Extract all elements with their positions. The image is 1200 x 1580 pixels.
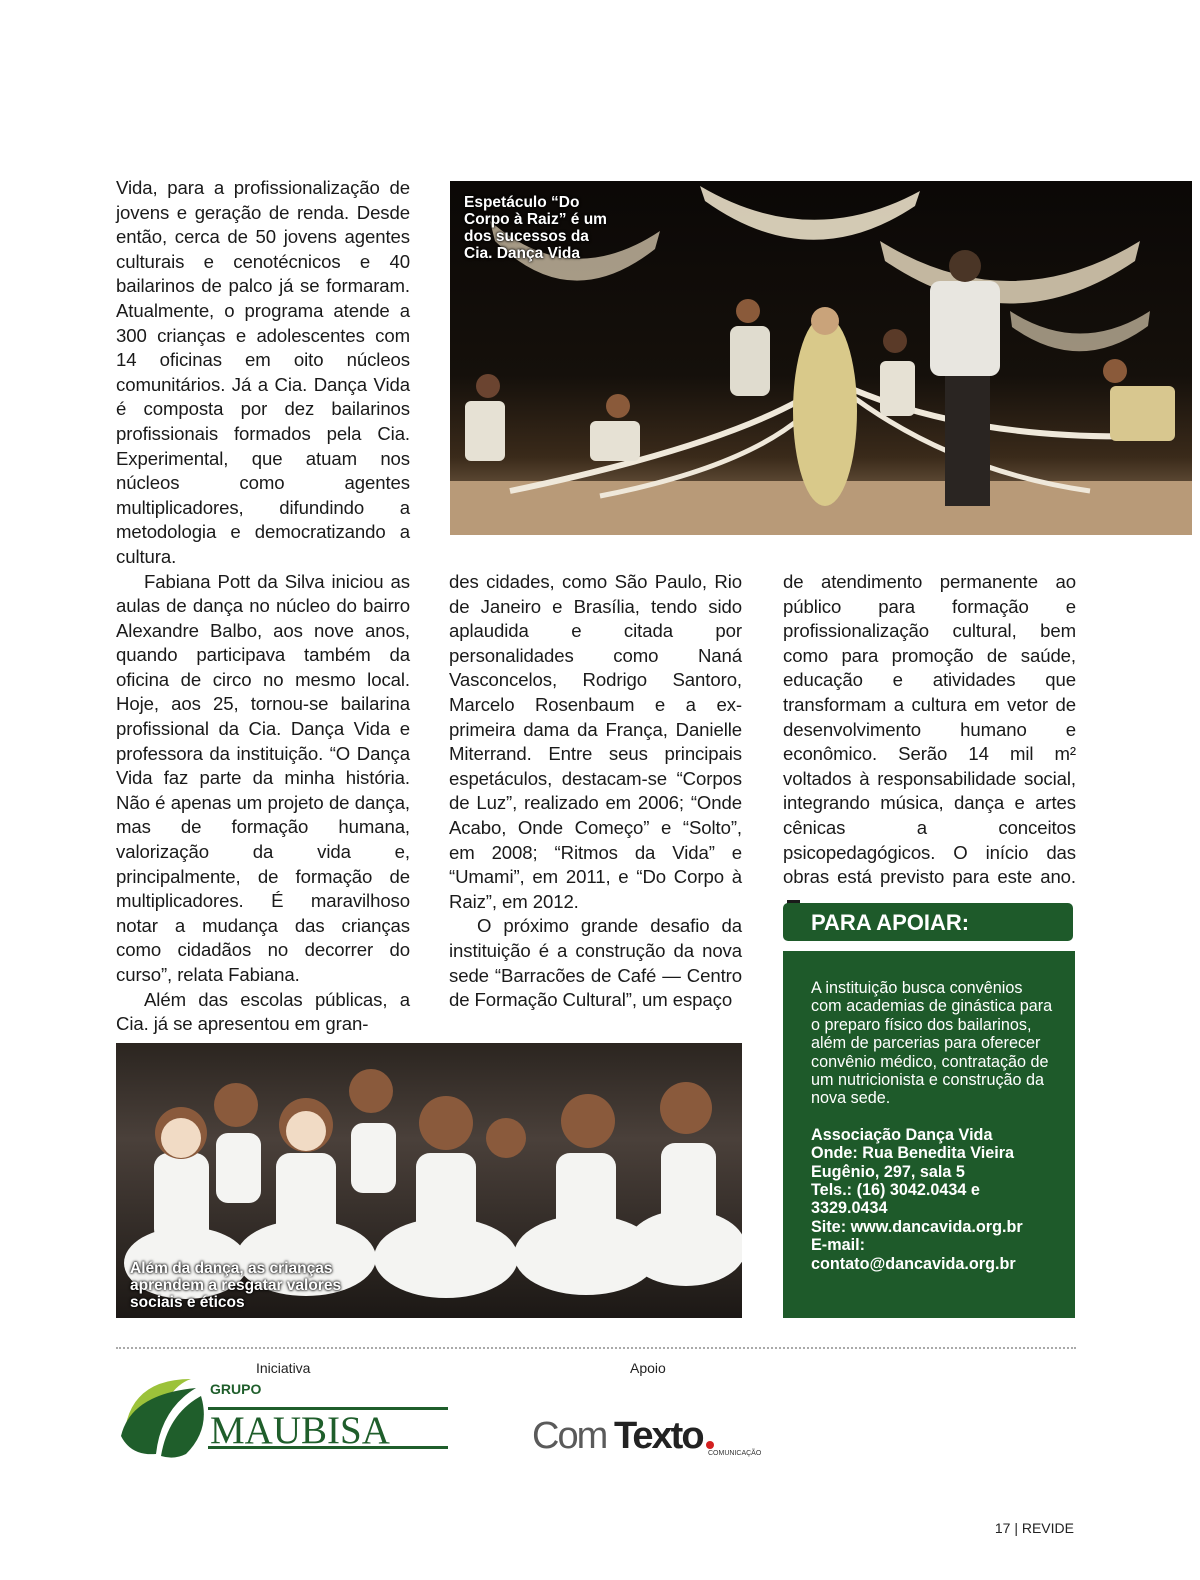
paragraph: Além das escolas públicas, a Cia. já se apresentou em gran- bbox=[116, 988, 410, 1035]
support-phones: Tels.: (16) 3042.0434 e 3329.0434 bbox=[811, 1181, 980, 1218]
initiative-label: Iniciativa bbox=[256, 1360, 311, 1376]
paragraph bbox=[783, 570, 1076, 914]
support-website: Site: www.dancavida.org.br bbox=[811, 1217, 1023, 1236]
support-address: Onde: Rua Benedita Vieira Eugênio, 297, sala 5 bbox=[811, 1144, 1014, 1181]
paragraph: des cidades, como São Paulo, Rio de Janeiro e Brasília, tendo sido aplaudida e citada por personalidades como Naná Vasconcelos, Rodrigo Santoro, Marcelo Rosenbaum e a ex-primeira dama da França, Danielle Miterrand. Entre seus principais espetáculos, destacam-se “Corpos de Luz”, realizado em 2006; “Onde Acabo, Onde Começo” e “Solto”, em 2008; “Ritmos da Vida” e “Umami”, em 2011, e “Do Corpo à Raiz”, em 2012. bbox=[449, 571, 742, 912]
photo-caption: Espetáculo “Do Corpo à Raiz” é um dos sucessos da Cia. Dança Vida bbox=[464, 194, 607, 262]
support-box bbox=[783, 951, 1075, 1318]
maubisa-group-text: GRUPO bbox=[210, 1381, 262, 1397]
article-column-1 bbox=[116, 176, 410, 1037]
photo-caption: Além da dança, as crianças aprendem a resgatar valores sociais e éticos bbox=[130, 1260, 342, 1311]
support-box-title: PARA APOIAR: bbox=[783, 903, 1073, 941]
stage-performance-photo bbox=[450, 181, 1192, 535]
support-email: E-mail: contato@dancavida.org.br bbox=[811, 1236, 1016, 1273]
page-folio: 17 | REVIDE bbox=[994, 1520, 1074, 1536]
paragraph: Vida, para a profissionalização de jovens e geração de renda. Desde então, cerca de 50 jovens agentes culturais e cenotécnicos e 40 bailarinos de palco já se formaram. Atualmente, o programa atende a 300 crianças e adolescentes com 14 oficinas em oito núcleos comunitários. Já a Cia. Dança Vida é composta por dez bailarinos profissionais formados pela Cia. Experimental, que atuam nos núcleos como agentes multiplicadores, difundindo a metodologia e democratizando a cultura. bbox=[116, 177, 410, 567]
comtexto-texto-text: Texto bbox=[614, 1415, 703, 1457]
comtexto-sub-text: COMUNICAÇÃO bbox=[708, 1450, 762, 1457]
support-label: Apoio bbox=[630, 1360, 666, 1376]
paragraph: O próximo grande desafio da instituição é a construção da nova sede “Barracões de Café — Centro de Formação Cultural”, um espaço bbox=[449, 915, 742, 1011]
footer-divider bbox=[116, 1347, 1076, 1349]
paragraph: Fabiana Pott da Silva iniciou as aulas de dança no núcleo do bairro Alexandre Balbo, aos nove anos, quando participava também da oficina de circo no mesmo local. Hoje, aos 25, tornou-se bailarina profissional da Cia. Dança Vida e professora da instituição. “O Dança Vida faz parte da minha história. Não é apenas um projeto de dança, mas de formação humana, valorização da vida e, principalmente, de formação de multiplicadores. É maravilhoso notar a mudança das crianças como cidadãos no decorrer do curso”, relata Fabiana. bbox=[116, 570, 410, 985]
support-org-name: Associação Dança Vida bbox=[811, 1125, 993, 1144]
children-ballet-photo bbox=[116, 1043, 742, 1318]
article-column-2 bbox=[449, 570, 742, 1013]
grupo-maubisa-logo bbox=[116, 1374, 456, 1462]
support-description: A instituição busca convênios com academias de ginástica para o preparo físico dos bailarinos, além de parcerias para oferecer convênio médico, contratação de um nutricionista e construção da nova sede. bbox=[811, 979, 1053, 1108]
comtexto-com-text: Com bbox=[532, 1415, 607, 1457]
article-column-3 bbox=[783, 570, 1076, 914]
maubisa-name-text: MAUBISA bbox=[210, 1409, 390, 1452]
paragraph-text: de atendimento permanente ao público para formação e profissionalização cultural, bem como para promoção de saúde, educação e atividades que transformam a cultura em vetor de desenvolvimento humano e econômico. Serão 14 mil m² voltados à responsabilidade social, integrando música, dança e artes cênicas a conceitos psicopedagógicos. O início das obras está previsto para este ano. bbox=[783, 571, 1076, 888]
comtexto-logo bbox=[532, 1410, 772, 1460]
